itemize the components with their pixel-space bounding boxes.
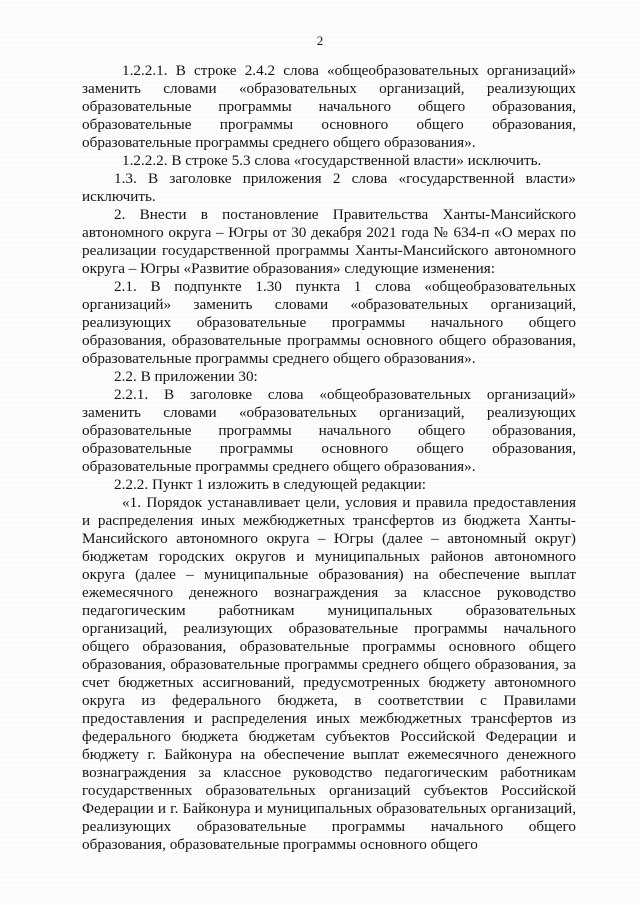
- paragraph-2-1: 2.1. В подпункте 1.30 пункта 1 слова «общеобразовательных организаций» заменить словами «образовательных организаций, реализующих образовательные программы начального общего образования, образовательные программы основного общего образования, образовательные программы среднего общего образования».: [82, 278, 576, 367]
- paragraph-1-2-2-2: 1.2.2.2. В строке 5.3 слова «государственной власти» исключить.: [122, 152, 542, 169]
- paragraph-2-2-1: 2.2.1. В заголовке слова «общеобразовательных организаций» заменить словами «образовательных организаций, реализующих образовательные программы начального общего образования, образовательные программы основного общего образования, образовательные программы среднего общего образования».: [82, 386, 576, 475]
- paragraph-2-2-2: 2.2.2. Пункт 1 изложить в следующей редакции:: [114, 476, 427, 493]
- paragraph-2-2: 2.2. В приложении 30:: [114, 368, 258, 385]
- paragraph-1-2-2-1: 1.2.2.1. В строке 2.4.2 слова «общеобразовательных организаций» заменить словами «образовательных организаций, реализующих образовательные программы начального общего образования, образовательные программы основного общего образования, образовательные программы среднего общего образования».: [82, 62, 576, 151]
- paragraph-quoted-item-1: «1. Порядок устанавливает цели, условия и правила предоставления и распределения иных межбюджетных трансфертов из бюджета Ханты-Мансийского автономного округа – Югры (далее – автономный округ) бюджетам городских округов и муниципальных районов автономного округа (далее – муниципальные образования) на обеспечение выплат ежемесячного денежного вознаграждения за классное руководство педагогическим работникам муниципальных образовательных организаций, реализующих образовательные программы начального общего образования, образовательные программы основного общего образования, образовательные программы среднего общего образования, за счет бюджетных ассигнований, предусмотренных бюджету автономного округа из федерального бюджета, в соответствии с Правилами предоставления и распределения иных межбюджетных трансфертов из федерального бюджета бюджетам субъектов Российской Федерации и бюджету г. Байконура на обеспечение выплат ежемесячного денежного вознаграждения за классное руководство педагогическим работникам государственных образовательных организаций субъектов Российской Федерации и г. Байконура и муниципальных образовательных организаций, реализующих образовательные программы начального общего образования, образовательные программы основного общего: [82, 494, 576, 853]
- paragraph-2: 2. Внести в постановление Правительства Ханты-Мансийского автономного округа – Югры от 30 декабря 2021 года № 634-п «О мерах по реализации государственной программы Ханты-Мансийского автономного округа – Югры «Развитие образования» следующие изменения:: [82, 206, 576, 277]
- paragraph-1-3: 1.3. В заголовке приложения 2 слова «государственной власти» исключить.: [82, 170, 576, 205]
- document-body: [82, 62, 576, 854]
- page-number: 2: [316, 33, 324, 48]
